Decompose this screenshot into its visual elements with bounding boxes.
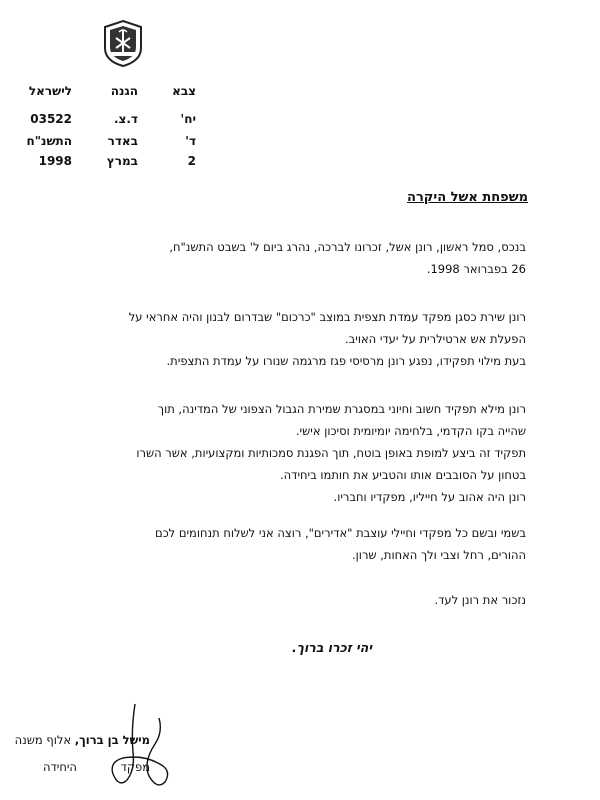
salutation: משפחת אשל היקרה bbox=[407, 190, 528, 205]
header-hebrew-month: באדר bbox=[107, 134, 138, 148]
header-unit-label: יח' bbox=[180, 112, 196, 126]
idf-emblem-icon bbox=[100, 18, 146, 68]
paragraph-5 bbox=[434, 589, 526, 611]
signer-title: מפקד היחידה bbox=[42, 760, 150, 774]
paragraph-line: בטחון על הסובבים אותו והטביע את חותמו ביחידה. bbox=[280, 468, 526, 482]
header-org-1: צבא bbox=[172, 84, 196, 98]
paragraph-line: ההורים, רחל וצבי ולך האחות, שרון. bbox=[352, 548, 526, 562]
paragraph-2 bbox=[129, 306, 526, 372]
paragraph-line: 26 בפברואר 1998. bbox=[426, 262, 526, 276]
header-org-2: הגנה bbox=[110, 84, 138, 98]
paragraph-line: בעת מילוי תפקידו, נפגע רונן מרסיסי פגז מרגמה שנורו על עמדת התצפית. bbox=[166, 354, 526, 368]
signer-rank: אלוף משנה bbox=[14, 733, 72, 747]
header-hebrew-year: התשנ"ח bbox=[26, 134, 72, 148]
paragraph-line: נזכור את רונן לעד. bbox=[434, 593, 526, 607]
header-civil-month: במרץ bbox=[106, 154, 138, 168]
paragraph-line: שהייה בקו הקדמי, בלחימה יומיומית וסיכון אישי. bbox=[295, 424, 526, 438]
header-unit-number: 03522 bbox=[30, 112, 72, 126]
paragraph-line: רונן שירת כסגן מפקד עמדת תצפית במוצב "כרכום" שבדרום לבנון והיה אחראי על bbox=[128, 310, 526, 324]
paragraph-line: בשמי ובשם כל מפקדי וחיילי עוצבת "אדירים", רוצה אני לשלוח תנחומים לכם bbox=[154, 526, 526, 540]
paragraph-line: רונן מילא תפקיד חשוב וחיוני במסגרת שמירת הגבול הצפוני של המדינה, תוך bbox=[157, 402, 526, 416]
paragraph-1 bbox=[169, 236, 526, 280]
header-civil-day: 2 bbox=[187, 154, 196, 168]
paragraph-3 bbox=[136, 398, 526, 508]
header-org-3: לישראל bbox=[28, 84, 72, 98]
header-unit-code: ד.צ. bbox=[113, 112, 138, 126]
paragraph-line: תפקיד זה ביצע למופת באופן בוטח, תוך הפגנת סמכותיות ומקצועיות, אשר השרו bbox=[136, 446, 526, 460]
paragraph-4 bbox=[155, 522, 526, 566]
header-hebrew-day: ד' bbox=[185, 134, 196, 148]
paragraph-line: בנכס, סמל ראשון, רונן אשל, זכרונו לברכה, נהרג ביום ל' בשבט התשנ"ח, bbox=[169, 240, 526, 254]
closing-line: יהי זכרו ברוך. bbox=[292, 640, 372, 655]
paragraph-line: רונן היה אהוב על חייליו, מפקדיו וחבריו. bbox=[333, 490, 526, 504]
signature-name-line bbox=[15, 733, 150, 747]
paragraph-line: הפעלת אש ארטילרית על יעדי האויב. bbox=[344, 332, 526, 346]
header-civil-year: 1998 bbox=[38, 154, 72, 168]
signer-name: מישל בן ברוך, bbox=[74, 733, 150, 747]
